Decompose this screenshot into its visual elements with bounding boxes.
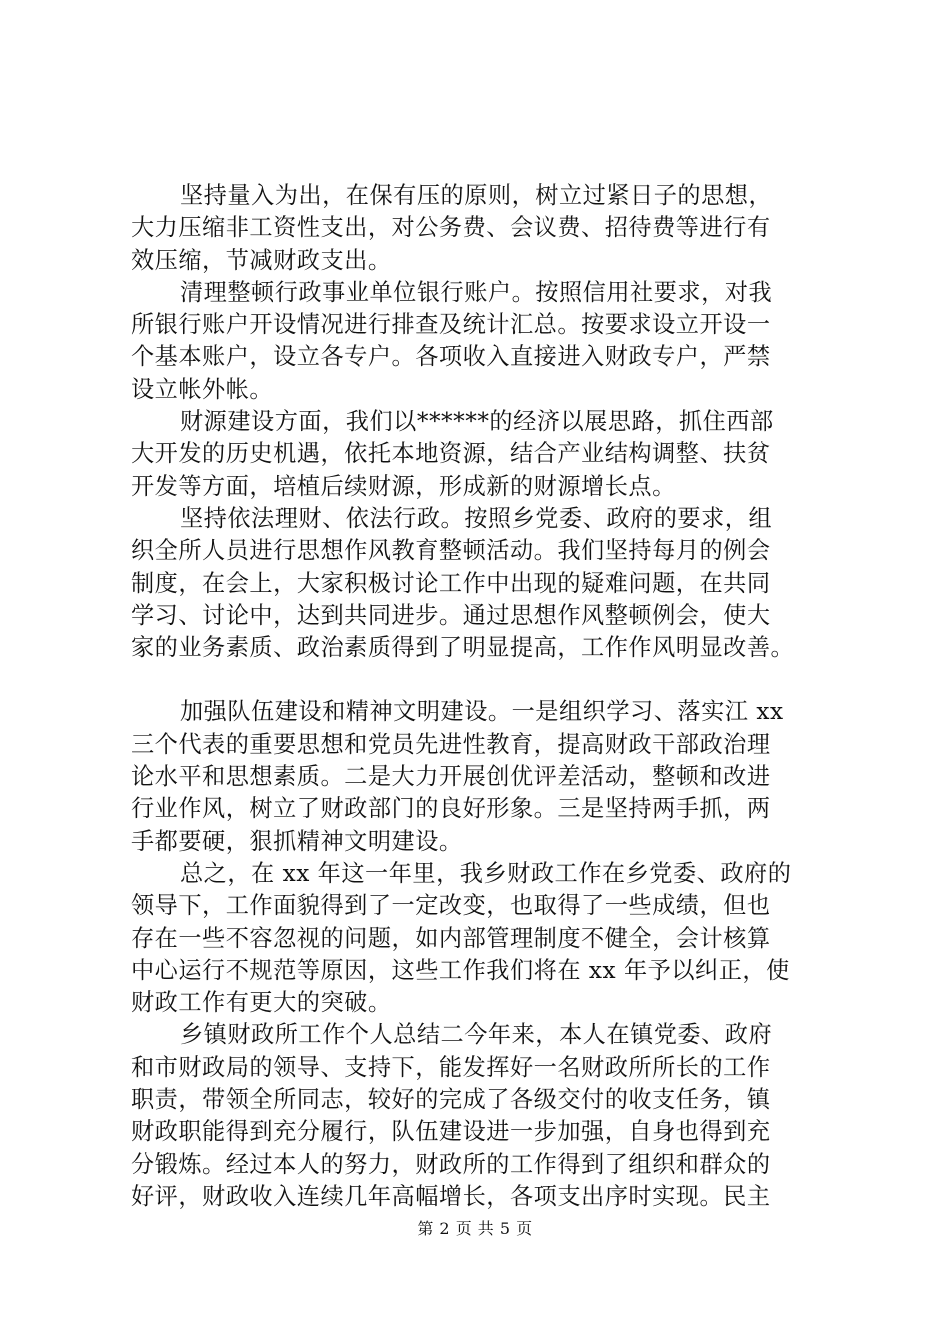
paragraph-personal-summary: 乡镇财政所工作个人总结二今年来，本人在镇党委、政府 和市财政局的领导、支持下，能发挥好一名财政所所长的工作 职责，带领全所同志，较好的完成了各级交付的收支任务，镇 财政职能得到充分履行，队伍建设进一步加强，自身也得到充 分锻炼。经过本人的努力，财政所的工作得到了组织和群众的 好评，财政收入连续几年高幅增长，各项支出序时实现。民主 [131,1021,773,1210]
paragraph-summary: 总之，在 xx 年这一年里，我乡财政工作在乡党委、政府的 领导下，工作面貌得到了一定改变，也取得了一些成绩，但也 存在一些不容忽视的问题，如内部管理制度不健全，会计核算 中心运行不规范等原因，这些工作我们将在 xx 年予以纠正，使 财政工作有更大的突破。 [131,859,792,1017]
paragraph-revenue-sources: 财源建设方面，我们以******的经济以展思路，抓住西部 大开发的历史机遇，依托本地资源，结合产业结构调整、扶贫 开发等方面，培植后续财源，形成新的财源增长点。 [131,408,774,500]
paragraph-bank-accounts: 清理整顿行政事业单位银行账户。按照信用社要求，对我 所银行账户开设情况进行排查及统计汇总。按要求设立开设一 个基本账户，设立各专户。各项收入直接进入财政专户，严禁 设立帐外帐。 [131,278,773,403]
document-body [131,180,821,1213]
page-number-footer: 第 2 页 共 5 页 [417,1219,533,1238]
paragraph-gap [131,664,821,696]
paragraph-team-building: 加强队伍建设和精神文明建设。一是组织学习、落实江 xx 三个代表的重要思想和党员先进性教育，提高财政干部政治理 论水平和思想素质。二是大力开展创优评差活动，整顿和改进 行业作风，树立了财政部门的良好形象。三是坚持两手抓，两 手都要硬，狠抓精神文明建设。 [131,698,784,855]
paragraph-austerity: 坚持量入为出，在保有压的原则，树立过紧日子的思想， 大力压缩非工资性支出，对公务费、会议费、招待费等进行有 效压缩，节减财政支出。 [131,182,773,274]
paragraph-rule-of-law: 坚持依法理财、依法行政。按照乡党委、政府的要求，组 织全所人员进行思想作风教育整顿活动。我们坚持每月的例会 制度，在会上，大家积极讨论工作中出现的疑难问题，在共同 学习、讨论中，达到共同进步。通过思想作风整顿例会，使大 家的业务素质、政治素质得到了明显提高，工作作风明显改善。 [131,504,795,662]
